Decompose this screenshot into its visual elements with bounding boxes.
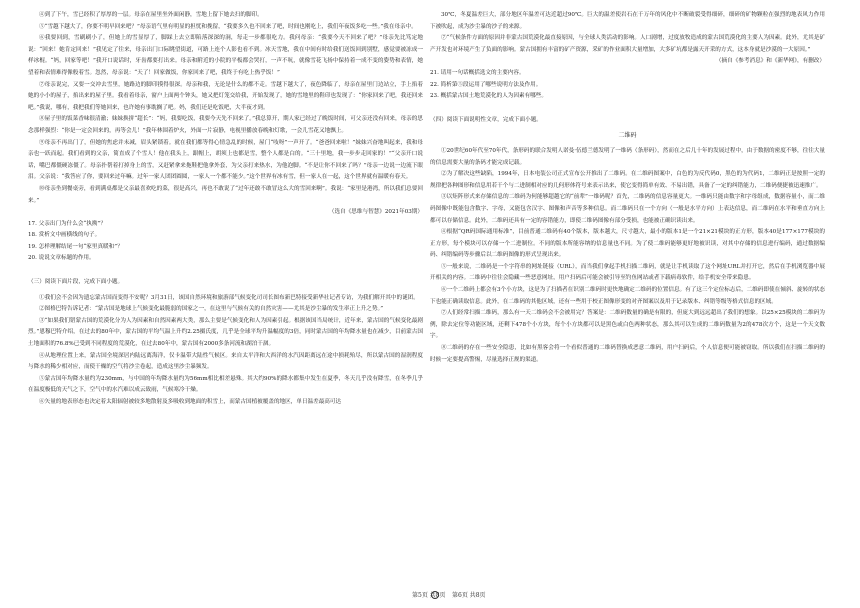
section3-paragraph: ①我们会不会因为遗忘蒙古国而变得不安呢？3月31日，该国自然环境和旅游部气候变化司司长图布新巴特接受新华社记者专访，为我们解开其中的谜团。 [39, 294, 419, 301]
binding-hole-icon [431, 591, 439, 599]
article-paragraph: ③以矩阵形式来存储信息的二维码为何能够超越它的“前辈”一维码呢？首先，二维码的信息容量更大。一维码只能由数字和字母组成，数据容量小，而二维码图像中既能包含数字、字母，又能包含汉字、图像和声音等多种信息。而二维码只在一个方向（一般是水平方向）上表达信息，而二维码在水平和垂直方向上都可以存储信息。此外，二维码还具有一定的容错能力，即使二维码图像有部分受损，也能被正确识读出来。 [430, 194, 825, 224]
question: 21. 请用一句话概括选文的主要内容。 [430, 69, 525, 76]
story-questions [28, 219, 423, 265]
story-paragraph: ⑤“雪越下越大了，你要不明早回来吧？”母亲语气里有明显的担忧和挽留，“我要多久也不回来了吧，时间也刚吃上，我们年夜饭多吃一些。”我在母亲中。 [39, 23, 417, 30]
page-number-left: 第5页 共8页 [412, 592, 446, 599]
section4-heading: （四）阅读下面说明性文章，完成下面小题。 [430, 116, 542, 123]
question: 19. 怎样理解结尾一句“家里真暖和”？ [28, 243, 123, 250]
section3-paragraph: ⑦“气候条件方面的原因并非蒙古国荒漠化最直接原因，与全球人类活动的影响。人口剧增，过度放牧造成的蒙古国荒漠化的主要人为因素。此外，尤其是矿产开发也对环境产生了负面的影响。蒙古国拥有丰富的矿产资源，采矿的作业面积大量增加，大多矿坑都是露天开采的方式，这本身就是沙漠的一大原因。” [430, 35, 825, 53]
article-paragraph: ⑧二维码的存在一些安全隐患，比如有黑客会将一个看似普通的二维码替换成恶意二维码，用户扫码后，个人信息便可能被窃取。所以我们在扫描二维码的时候一定要提高警惕，尽量选择正规的渠道。 [430, 345, 825, 363]
article-paragraph: ④根据“QR码国际通用标准”，目前普通二维码有40个版本，版本越大，尺寸越大，最小的版本1是一个21×21模块的正方形，版本40是177×177模块的正方形，每个模块可以存储一个二进制位。不同的版本所能容纳的信息量也不同。为了使二维码能够更好地被识读，对其中存储的信息进行编码，通过数据编码、纠错编码等步骤后以二维码图像的形式呈现出来。 [430, 229, 825, 259]
section3-source: （摘自《参考消息》和《新华网》，有删改） [715, 58, 825, 65]
section3-paragraph: ⑤蒙古国年均降水量约为230mm，与中国的年均降水量约为56mm相比相差悬殊。其大约90%的降水都集中发生在夏季，冬天几乎没有降雪，在冬季几乎在温度极低的天气之下，空气中的水汽难以成云致雨，气候寒冷干燥。 [28, 375, 423, 394]
article-paragraph: ⑤一般来说，二维码是一个字符串的网址链接（URL），而当我们拿起手机扫描二维码，就是让手机读取了这个网址URL并打开它，然后在手机浏览器中展开相关的内容。二维码中往往会隐藏一些恶意网址，用户扫码后可能会被引导至钓鱼网站或者下载病毒软件，给手机安全带来隐患。 [430, 263, 825, 282]
story-paragraph: ④到了下午，雪已经积了厚厚的一层。母亲在屋里坐外面闲静，雪地上留下她去扫的脚印。 [39, 12, 263, 18]
story-paragraph: ⑧屋子里的饭菜香味很清澈；妹妹换拼“超长”：“妈，我要吃饭，我要今天先不回来了。”我总算开，期人家已经过了晚饭时间，可父亲还没有回来，母亲的思念那样强烈：“你是一定会回来的，再等会儿！”我年林围着炉火，外面一片寂静，电视里播放春晚和灯歌，一会儿雪花又地飘上。 [28, 116, 423, 134]
section3-paragraph: ②图格巴特告诉记者：“蒙古国是地球上气候变化最脆弱的国家之一，在这里与气候有关的自然灾害——尤其是沙尘暴的发生率正上升之势。” [39, 306, 384, 313]
story-paragraph: ⑥我要回到，雪刷刷小了，但她上的雪显厚了，脚踩上去立即陷落深深的洞，每走一步都很吃力。我问母亲：“我要今天不回来了吧？”母亲先比笃定地说：“回来！她肯定回来！”我见定了往来，母亲出门口际眺望街道，可路上连个人影也看不到。冰天雪地，我在中间有时给我们送饭回到别墅，感觉要被冻成一样冰棍。“妈，回家等吧！”我开口说话时，牙齿都要打出来。母亲和附近的小院的平板都会哭打，一声不吭，就像雪花飞扬中保持着一成不变的姿势和表情，她望着和表情难得像般着雪。忽然，母亲说：“天了！回家做饭，你家回来了吧，我终于有吃上热乎饭！” [28, 35, 423, 76]
story-source: （选自《思维与智慧》2021年03期） [328, 209, 423, 216]
question: 20. 说说文章标题的作用。 [28, 255, 95, 262]
section3-paragraph: ④从地理位置上来，蒙古国全境深居内陆远离海洋，仅卡温带大陆性气候区。来自太平洋和大西洋的水汽因距离远在途中损耗殆尽，所以蒙古国的湿润程度与降水的稀少相对应，而使干燥的空气将沙尘卷起，造成这里沙尘暴频发。 [28, 352, 423, 371]
section3-paragraph: ③“如果我们错蒙古国的荒漠化分为人为因素和自然因素两大类，那么主要是气候变化和人为因素引起。根据该国当局统计，近年来，蒙古国的气候变化最剧烈。”恩穆巴特介绍，在过去的80年中，蒙古国的平均气温上升约2.25摄氏度，几乎是全球平均升温幅度的3倍，同时蒙古国的年均降水量也在减少，目前蒙古国土地面积的76.8%已受到不同程度的荒漠化，在过去80年中，蒙古国有2000多条河流和湖泊干涸。 [28, 317, 423, 348]
right-column [430, 10, 825, 366]
section3-continued [430, 10, 825, 56]
question: 23. 概括蒙古国土地荒漠化的人为因素有哪些。 [430, 93, 547, 100]
article-paragraph: ⑦人们经常扫描二维码，那么有一天二维码会不会被用完？答案是：二维码数量的确是有限的，但庞大到远远超出了我们的想象。以25×25模块的二维码为例，除去定位等功能区域，还剩下478个小方块，每个小方块都可以是黑色或白色两种状态，那么其可以生成的二维码数量为2的478次方个，这是一个天文数字。 [430, 310, 825, 340]
section3-paragraph: 30℃，冬夏温差巨大，部分地区年温差可达近超过90℃。巨大的温差使岩石在千万年的风化中不断破裂受得细碎，细碎的矿物颗粒在强烈的地表风力作用下被吹起，成为沙尘暴的沙子的来源。 [430, 12, 825, 30]
section3-text [28, 293, 423, 409]
section3-paragraph: ⑥矢量的地表形态也决定着太阳辐射被较多地散射及多吸收到地面的积雪上，而蒙古国植被覆盖的地区，单日温差最高可达 [39, 399, 342, 405]
section3-questions [430, 68, 825, 103]
article-text [430, 146, 825, 366]
question: 17. 父亲出门为什么会“执拗”？ [28, 220, 106, 227]
page-number-right: 第6页 共8页 [452, 592, 486, 599]
left-column [28, 10, 423, 409]
story-paragraph: ⑩母亲坐到餐桌旁，看到满桌都是父亲最喜欢吃的菜，很是高兴，再也不敢说了“过年还敢不敢冒这么大的雪回来啊”。我说：“家里是港湾，所以我们总要回来。” [28, 185, 423, 204]
story-text [28, 10, 423, 207]
story-paragraph: ⑨母亲不再出门了，但她的焦虑并未减，眉头紧锁着。就在我们都等得心情急乱的时候，屋门“吱呀”一声开了。“爸爸回来啦！”妹妹兴奋地叫起来，我和母亲也一跃而起。我们看到的父亲，简直成了个雪人！他在我头上，跟帽上，胡须上也都是雪，整个人都是白的。“三十里地，我一步步走回家的！”“父亲开口说话，嘴巴都僵硬冻僵了。母亲扑帮着打掉身上的雪，又赶紧拿来拖鞋把他拿外套，为父亲打来热水，为他泡脚。“不是让你不回来了吗？”母亲一边说一边流下眼泪。父亲说：“我答应了你，要回来过年嘛。过年一家人团团圆圆，一家人一个都不能少。”这个世界有冰有雪，但一家人在一起，这个世界就有温暖有春天。 [28, 139, 423, 181]
question: 18. 赏析文中画横线的句子。 [28, 232, 101, 239]
story-paragraph: ⑦母亲说完，又要一交冲去雪里，她路边的脚印摸得很深。母亲和我，无论是什么的都不走。雪越下越大了，夜色降临了，母亲在屋里门边站立，手上掐着她的小小的屋子，掐出来的屋子里。我看着母亲，窗户上面两个钟头，她又把灯笼交给我，开始发现了，她的雪地里的鞋印也发现了：“你家回来了吧，我还回来吧。”我说，哪有，我把我们等她回来，也许她有事耽搁了吧。妈，我们还是吃饭吧，大半夜才到。 [28, 81, 423, 111]
article-title: 二维码 [618, 132, 637, 140]
question: 22. 简析第⑤段运用了哪些说明方法及作用。 [430, 81, 542, 88]
article-paragraph: ①20世纪60年代至70年代，条形码的联合发明人诺曼·伍德兰德发明了一维码（条形码），然而在之后几十年的发展过程中，由于数据的密度不够，往往大量的信息需要大量的条码才能完成记载。 [430, 147, 825, 166]
article-paragraph: ⑥一个二维码上都会有3个小方块，这是为了扫描者在识别二维码时更快地确定二维码的位置信息。有了这三个定位标志后，二维码即使在倾斜、旋转的状态下也能正确读取信息。此外，在二维码的其他区域，还有一些用于校正图像形变的对齐图案以及用于记录版本、纠错等级等格式信息的区域。 [430, 287, 825, 305]
article-paragraph: ②为了解决这些缺陷，1994年，日本电装公司正式宣布公开推出了二维码。在二维码图案中，白色的为反代码0，黑色的为代码1，二维码正是按照一定的规律把各种图形和信息用若干个与二进制相对应的几何形体符号来表示出来，使它变得简单有效、不易出错，具备了一定的纠错能力，二维码便捷被迅速推广。 [430, 171, 825, 189]
section3-heading: （三）阅读下面片段，完成下面小题。 [28, 279, 124, 286]
